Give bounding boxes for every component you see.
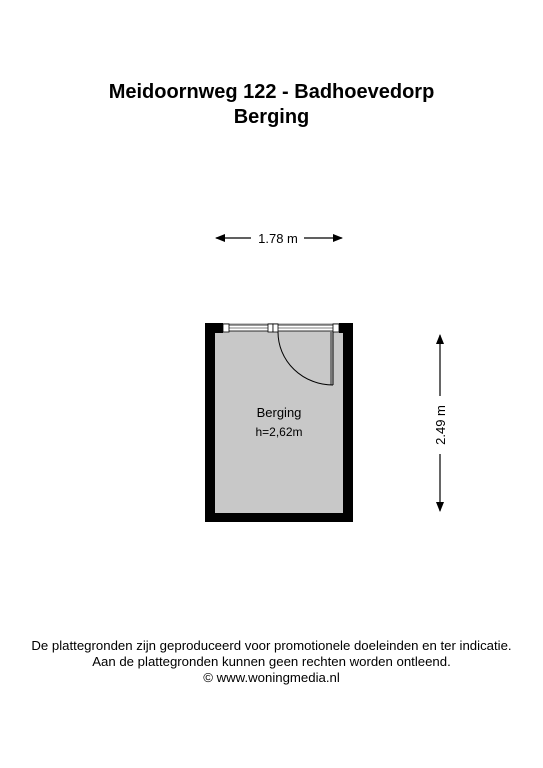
width-dimension-label: 1.78 m	[258, 231, 298, 246]
plan-title-address: Meidoornweg 122 - Badhoevedorp	[108, 81, 435, 103]
room-height-label: h=2,62m	[255, 425, 303, 439]
window-post-middle-left	[268, 324, 273, 332]
disclaimer-line-2: Aan de plattegronden kunnen geen rechten worden ontleend.	[92, 654, 451, 669]
window-post-right	[333, 324, 339, 332]
room-floor	[215, 333, 343, 513]
window-post-left	[223, 324, 229, 332]
disclaimer-line-1: De plattegronden zijn geproduceerd voor promotionele doeleinden en ter indicatie.	[31, 638, 512, 653]
room-label: Berging	[256, 405, 302, 420]
depth-dimension-label: 2.49 m	[433, 405, 448, 445]
window-post-middle-right	[273, 324, 278, 332]
plan-title-floor: Berging	[233, 106, 310, 128]
copyright-line: © www.woningmedia.nl	[203, 670, 340, 685]
